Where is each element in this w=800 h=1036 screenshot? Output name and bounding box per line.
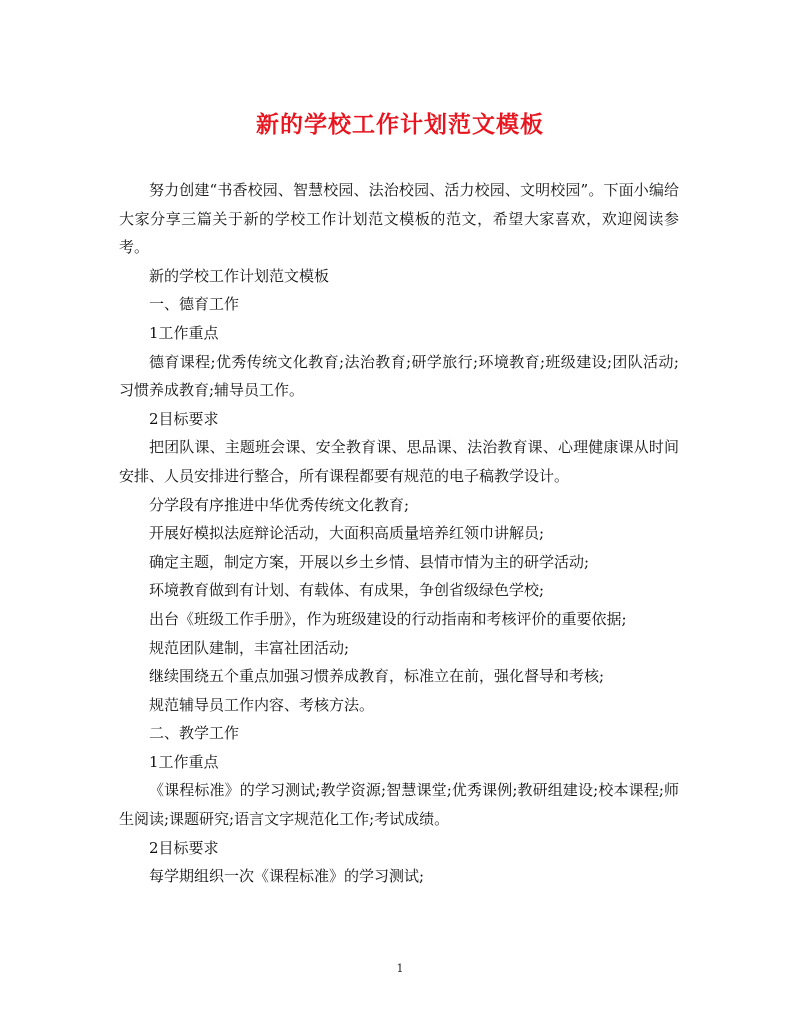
body-paragraph: 出台《班级工作手册》，作为班级建设的行动指南和考核评价的重要依据; <box>149 609 627 628</box>
document-title: 新的学校工作计划范文模板 <box>256 111 544 138</box>
page-number: 1 <box>396 962 404 975</box>
body-paragraph: 德育课程;优秀传统文化教育;法治教育;研学旅行;环境教育;班级建设;团队活动;习惯养成教育;辅导员工作。 <box>119 352 679 400</box>
subheading-focus-2: 1工作重点 <box>149 752 219 771</box>
body-paragraph: 环境教育做到有计划、有载体、有成果，争创省级绿色学校; <box>149 581 545 600</box>
body-paragraph: 每学期组织一次《课程标准》的学习测试; <box>149 867 425 886</box>
intro-paragraph: 努力创建“书香校园、智慧校园、法治校园、活力校园、文明校园”。下面小编给大家分享三篇关于新的学校工作计划范文模板的范文，希望大家喜欢，欢迎阅读参考。 <box>119 181 679 257</box>
section-heading-teaching: 二、教学工作 <box>149 724 240 743</box>
body-paragraph: 把团队课、主题班会课、安全教育课、思品课、法治教育课、心理健康课从时间安排、人员安排进行整合，所有课程都要有规范的电子稿教学设计。 <box>119 438 679 485</box>
body-paragraph: 《课程标准》的学习测试;教学资源;智慧课堂;优秀课例;教研组建设;校本课程;师生阅读;课题研究;语言文字规范化工作;考试成绩。 <box>119 781 679 829</box>
subheading-goals-2: 2目标要求 <box>149 838 219 857</box>
body-paragraph: 规范团队建制，丰富社团活动; <box>149 638 350 657</box>
body-paragraph: 规范辅导员工作内容、考核方法。 <box>149 695 375 714</box>
document-body <box>119 176 679 891</box>
section-heading-moral: 一、德育工作 <box>149 295 240 314</box>
subheading-goals-1: 2目标要求 <box>149 409 219 428</box>
body-paragraph: 开展好模拟法庭辩论活动，大面积高质量培养红领巾讲解员; <box>149 524 545 543</box>
body-paragraph: 继续围绕五个重点加强习惯养成教育，标准立在前，强化督导和考核; <box>149 667 605 686</box>
body-paragraph: 确定主题，制定方案，开展以乡土乡情、县情市情为主的研学活动; <box>149 552 590 571</box>
subheading-focus-1: 1工作重点 <box>149 323 219 342</box>
body-paragraph: 分学段有序推进中华优秀传统文化教育; <box>149 495 410 514</box>
subtitle-paragraph: 新的学校工作计划范文模板 <box>149 266 330 285</box>
